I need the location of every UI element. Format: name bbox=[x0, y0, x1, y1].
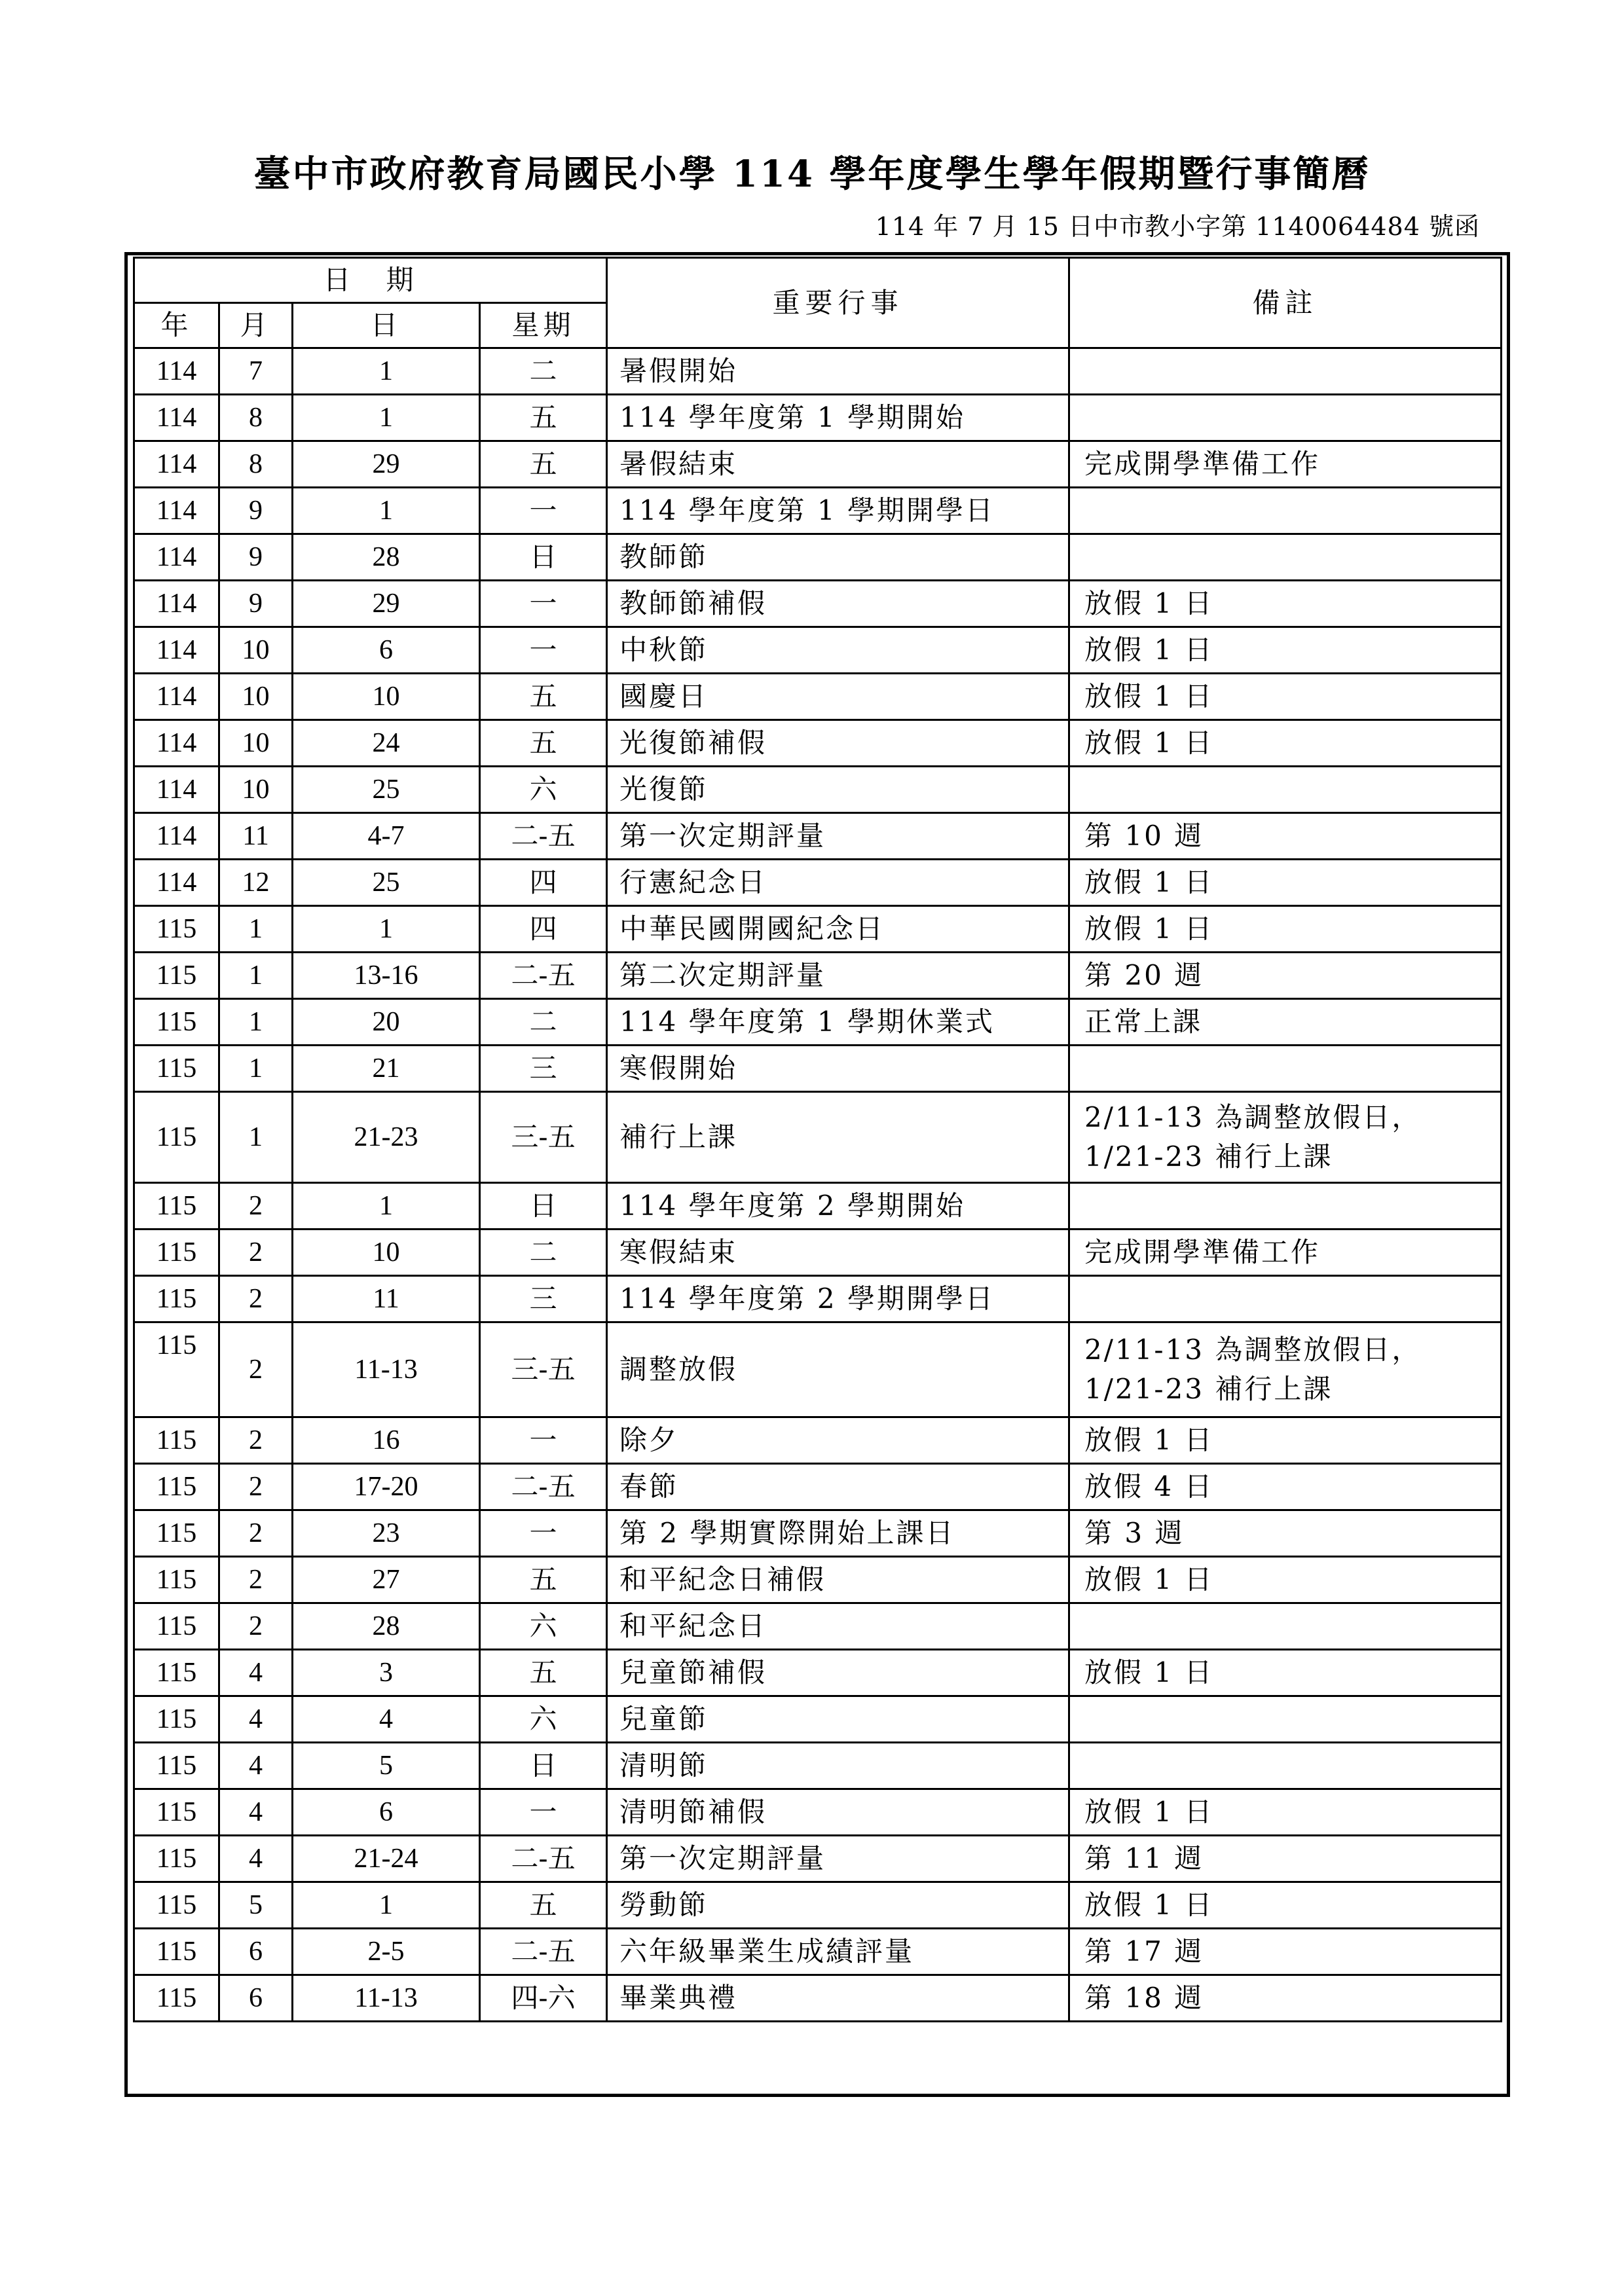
cell-note bbox=[1069, 1183, 1502, 1230]
cell-month: 4 bbox=[219, 1789, 293, 1836]
cell-year: 115 bbox=[134, 1046, 219, 1092]
cell-event: 114 學年度第 1 學期休業式 bbox=[607, 999, 1069, 1046]
cell-weekday: 一 bbox=[480, 488, 607, 534]
cell-year: 115 bbox=[134, 1975, 219, 2022]
cell-event: 中秋節 bbox=[607, 627, 1069, 674]
cell-weekday: 二-五 bbox=[480, 1929, 607, 1975]
cell-month: 2 bbox=[219, 1183, 293, 1230]
table-row bbox=[134, 1322, 1502, 1417]
cell-weekday: 一 bbox=[480, 1789, 607, 1836]
cell-month: 2 bbox=[219, 1510, 293, 1557]
cell-event: 暑假結束 bbox=[607, 441, 1069, 488]
cell-day: 10 bbox=[293, 674, 480, 720]
header-row-1 bbox=[134, 258, 1502, 303]
header-date-group: 日 期 bbox=[134, 258, 607, 303]
cell-note bbox=[1069, 534, 1502, 581]
cell-event: 暑假開始 bbox=[607, 348, 1069, 395]
cell-weekday: 二-五 bbox=[480, 953, 607, 999]
cell-month: 4 bbox=[219, 1650, 293, 1696]
header-day: 日 bbox=[293, 303, 480, 348]
cell-weekday: 五 bbox=[480, 1557, 607, 1603]
cell-month: 2 bbox=[219, 1322, 293, 1417]
cell-year: 115 bbox=[134, 1464, 219, 1510]
cell-year: 115 bbox=[134, 1322, 219, 1417]
cell-weekday: 四-六 bbox=[480, 1975, 607, 2022]
cell-year: 115 bbox=[134, 999, 219, 1046]
table-row bbox=[134, 1603, 1502, 1650]
cell-weekday: 五 bbox=[480, 720, 607, 767]
cell-day: 28 bbox=[293, 534, 480, 581]
table-row bbox=[134, 1046, 1502, 1092]
table-row bbox=[134, 1092, 1502, 1183]
cell-year: 115 bbox=[134, 1230, 219, 1276]
cell-event: 清明節 bbox=[607, 1743, 1069, 1789]
cell-event: 兒童節 bbox=[607, 1696, 1069, 1743]
cell-day: 2-5 bbox=[293, 1929, 480, 1975]
cell-note: 放假 1 日 bbox=[1069, 1789, 1502, 1836]
cell-note bbox=[1069, 1743, 1502, 1789]
cell-event: 畢業典禮 bbox=[607, 1975, 1069, 2022]
cell-month: 1 bbox=[219, 953, 293, 999]
cell-note: 2/11-13 為調整放假日，1/21-23 補行上課 bbox=[1069, 1322, 1502, 1417]
cell-month: 2 bbox=[219, 1230, 293, 1276]
table-row bbox=[134, 1696, 1502, 1743]
document-reference-number: 114 年 7 月 15 日中市教小字第 1140064484 號函 bbox=[875, 212, 1480, 241]
cell-event: 第二次定期評量 bbox=[607, 953, 1069, 999]
cell-weekday: 一 bbox=[480, 581, 607, 627]
cell-day: 1 bbox=[293, 488, 480, 534]
cell-day: 24 bbox=[293, 720, 480, 767]
cell-year: 114 bbox=[134, 534, 219, 581]
table-row bbox=[134, 1743, 1502, 1789]
cell-year: 114 bbox=[134, 860, 219, 906]
cell-weekday: 二 bbox=[480, 1230, 607, 1276]
cell-weekday: 日 bbox=[480, 534, 607, 581]
cell-event: 114 學年度第 1 學期開始 bbox=[607, 395, 1069, 441]
cell-weekday: 五 bbox=[480, 395, 607, 441]
cell-note: 放假 1 日 bbox=[1069, 1882, 1502, 1929]
document-title: 臺中市政府教育局國民小學 114 學年度學生學年假期暨行事簡曆 bbox=[253, 153, 1371, 196]
cell-year: 115 bbox=[134, 1276, 219, 1322]
cell-weekday: 四 bbox=[480, 906, 607, 953]
cell-day: 1 bbox=[293, 1183, 480, 1230]
cell-month: 9 bbox=[219, 534, 293, 581]
cell-day: 6 bbox=[293, 627, 480, 674]
cell-day: 21 bbox=[293, 1046, 480, 1092]
cell-weekday: 二 bbox=[480, 999, 607, 1046]
cell-weekday: 六 bbox=[480, 1603, 607, 1650]
cell-day: 13-16 bbox=[293, 953, 480, 999]
cell-note: 第 17 週 bbox=[1069, 1929, 1502, 1975]
table-row bbox=[134, 999, 1502, 1046]
cell-day: 20 bbox=[293, 999, 480, 1046]
cell-note bbox=[1069, 395, 1502, 441]
cell-weekday: 三 bbox=[480, 1276, 607, 1322]
cell-month: 9 bbox=[219, 488, 293, 534]
cell-year: 114 bbox=[134, 674, 219, 720]
cell-month: 1 bbox=[219, 1092, 293, 1183]
cell-month: 12 bbox=[219, 860, 293, 906]
cell-day: 1 bbox=[293, 906, 480, 953]
cell-weekday: 二-五 bbox=[480, 1464, 607, 1510]
cell-month: 1 bbox=[219, 999, 293, 1046]
cell-event: 六年級畢業生成績評量 bbox=[607, 1929, 1069, 1975]
cell-weekday: 三 bbox=[480, 1046, 607, 1092]
cell-day: 25 bbox=[293, 860, 480, 906]
table-row bbox=[134, 1510, 1502, 1557]
cell-day: 28 bbox=[293, 1603, 480, 1650]
cell-year: 115 bbox=[134, 906, 219, 953]
cell-day: 1 bbox=[293, 1882, 480, 1929]
cell-note bbox=[1069, 488, 1502, 534]
cell-month: 2 bbox=[219, 1557, 293, 1603]
table-row bbox=[134, 953, 1502, 999]
cell-event: 和平紀念日 bbox=[607, 1603, 1069, 1650]
cell-day: 27 bbox=[293, 1557, 480, 1603]
cell-day: 29 bbox=[293, 581, 480, 627]
cell-weekday: 日 bbox=[480, 1183, 607, 1230]
cell-year: 115 bbox=[134, 1929, 219, 1975]
cell-note: 放假 1 日 bbox=[1069, 906, 1502, 953]
school-calendar-table bbox=[133, 257, 1502, 2022]
cell-event: 寒假開始 bbox=[607, 1046, 1069, 1092]
table-row bbox=[134, 906, 1502, 953]
table-row bbox=[134, 813, 1502, 860]
table-row bbox=[134, 1836, 1502, 1882]
cell-weekday: 三-五 bbox=[480, 1092, 607, 1183]
cell-note: 放假 1 日 bbox=[1069, 627, 1502, 674]
cell-note: 第 20 週 bbox=[1069, 953, 1502, 999]
cell-event: 春節 bbox=[607, 1464, 1069, 1510]
cell-weekday: 六 bbox=[480, 1696, 607, 1743]
table-row bbox=[134, 488, 1502, 534]
table-row bbox=[134, 1975, 1502, 2022]
cell-day: 11 bbox=[293, 1276, 480, 1322]
cell-weekday: 一 bbox=[480, 627, 607, 674]
cell-year: 115 bbox=[134, 1836, 219, 1882]
cell-year: 114 bbox=[134, 720, 219, 767]
cell-month: 4 bbox=[219, 1836, 293, 1882]
cell-day: 5 bbox=[293, 1743, 480, 1789]
table-row bbox=[134, 534, 1502, 581]
table-row bbox=[134, 1230, 1502, 1276]
cell-event: 光復節 bbox=[607, 767, 1069, 813]
cell-day: 17-20 bbox=[293, 1464, 480, 1510]
cell-day: 3 bbox=[293, 1650, 480, 1696]
cell-weekday: 五 bbox=[480, 1650, 607, 1696]
cell-year: 114 bbox=[134, 767, 219, 813]
cell-month: 2 bbox=[219, 1603, 293, 1650]
cell-note bbox=[1069, 1696, 1502, 1743]
cell-note: 完成開學準備工作 bbox=[1069, 441, 1502, 488]
cell-note: 放假 1 日 bbox=[1069, 674, 1502, 720]
cell-event: 第一次定期評量 bbox=[607, 1836, 1069, 1882]
cell-year: 114 bbox=[134, 395, 219, 441]
table-row bbox=[134, 348, 1502, 395]
cell-year: 115 bbox=[134, 1557, 219, 1603]
cell-note: 放假 1 日 bbox=[1069, 1650, 1502, 1696]
cell-month: 6 bbox=[219, 1929, 293, 1975]
cell-weekday: 六 bbox=[480, 767, 607, 813]
table-row bbox=[134, 581, 1502, 627]
cell-day: 16 bbox=[293, 1417, 480, 1464]
header-note: 備註 bbox=[1069, 258, 1502, 348]
cell-year: 115 bbox=[134, 1882, 219, 1929]
cell-month: 11 bbox=[219, 813, 293, 860]
cell-day: 29 bbox=[293, 441, 480, 488]
cell-month: 4 bbox=[219, 1696, 293, 1743]
cell-event: 中華民國開國紀念日 bbox=[607, 906, 1069, 953]
cell-event: 第一次定期評量 bbox=[607, 813, 1069, 860]
cell-month: 2 bbox=[219, 1464, 293, 1510]
cell-month: 7 bbox=[219, 348, 293, 395]
cell-note: 放假 1 日 bbox=[1069, 581, 1502, 627]
cell-month: 1 bbox=[219, 1046, 293, 1092]
table-row bbox=[134, 1417, 1502, 1464]
table-row bbox=[134, 720, 1502, 767]
table-row bbox=[134, 1789, 1502, 1836]
cell-year: 114 bbox=[134, 813, 219, 860]
cell-day: 21-23 bbox=[293, 1092, 480, 1183]
cell-weekday: 一 bbox=[480, 1417, 607, 1464]
cell-month: 10 bbox=[219, 767, 293, 813]
cell-note: 放假 1 日 bbox=[1069, 1417, 1502, 1464]
cell-note: 放假 1 日 bbox=[1069, 860, 1502, 906]
cell-day: 23 bbox=[293, 1510, 480, 1557]
cell-note: 第 3 週 bbox=[1069, 1510, 1502, 1557]
cell-year: 115 bbox=[134, 1510, 219, 1557]
cell-event: 和平紀念日補假 bbox=[607, 1557, 1069, 1603]
cell-note: 第 11 週 bbox=[1069, 1836, 1502, 1882]
cell-year: 115 bbox=[134, 1417, 219, 1464]
cell-event: 調整放假 bbox=[607, 1322, 1069, 1417]
cell-note bbox=[1069, 348, 1502, 395]
cell-day: 6 bbox=[293, 1789, 480, 1836]
cell-year: 115 bbox=[134, 1650, 219, 1696]
cell-note: 完成開學準備工作 bbox=[1069, 1230, 1502, 1276]
cell-month: 10 bbox=[219, 674, 293, 720]
cell-year: 115 bbox=[134, 1603, 219, 1650]
cell-note bbox=[1069, 1603, 1502, 1650]
cell-event: 行憲紀念日 bbox=[607, 860, 1069, 906]
header-weekday: 星期 bbox=[480, 303, 607, 348]
cell-event: 國慶日 bbox=[607, 674, 1069, 720]
cell-event: 教師節 bbox=[607, 534, 1069, 581]
cell-weekday: 二-五 bbox=[480, 813, 607, 860]
cell-weekday: 五 bbox=[480, 1882, 607, 1929]
cell-year: 114 bbox=[134, 581, 219, 627]
cell-year: 115 bbox=[134, 1092, 219, 1183]
cell-month: 8 bbox=[219, 395, 293, 441]
header-year: 年 bbox=[134, 303, 219, 348]
cell-year: 115 bbox=[134, 1696, 219, 1743]
cell-day: 11-13 bbox=[293, 1975, 480, 2022]
cell-year: 115 bbox=[134, 953, 219, 999]
cell-event: 114 學年度第 2 學期開始 bbox=[607, 1183, 1069, 1230]
cell-day: 21-24 bbox=[293, 1836, 480, 1882]
cell-note bbox=[1069, 1276, 1502, 1322]
cell-month: 5 bbox=[219, 1882, 293, 1929]
cell-note: 放假 1 日 bbox=[1069, 1557, 1502, 1603]
table-row bbox=[134, 1929, 1502, 1975]
table-row bbox=[134, 1882, 1502, 1929]
cell-day: 4 bbox=[293, 1696, 480, 1743]
cell-note: 第 10 週 bbox=[1069, 813, 1502, 860]
cell-month: 4 bbox=[219, 1743, 293, 1789]
table-row bbox=[134, 767, 1502, 813]
table-row bbox=[134, 1650, 1502, 1696]
cell-weekday: 日 bbox=[480, 1743, 607, 1789]
cell-note: 第 18 週 bbox=[1069, 1975, 1502, 2022]
cell-month: 8 bbox=[219, 441, 293, 488]
cell-year: 115 bbox=[134, 1743, 219, 1789]
table-row bbox=[134, 1464, 1502, 1510]
cell-weekday: 二-五 bbox=[480, 1836, 607, 1882]
cell-year: 114 bbox=[134, 488, 219, 534]
cell-note bbox=[1069, 767, 1502, 813]
cell-month: 6 bbox=[219, 1975, 293, 2022]
cell-weekday: 二 bbox=[480, 348, 607, 395]
cell-month: 9 bbox=[219, 581, 293, 627]
cell-event: 寒假結束 bbox=[607, 1230, 1069, 1276]
cell-weekday: 四 bbox=[480, 860, 607, 906]
table-row bbox=[134, 1557, 1502, 1603]
cell-year: 114 bbox=[134, 348, 219, 395]
cell-event: 教師節補假 bbox=[607, 581, 1069, 627]
table-row bbox=[134, 395, 1502, 441]
header-event: 重要行事 bbox=[607, 258, 1069, 348]
table-row bbox=[134, 860, 1502, 906]
cell-event: 第 2 學期實際開始上課日 bbox=[607, 1510, 1069, 1557]
cell-event: 清明節補假 bbox=[607, 1789, 1069, 1836]
cell-day: 25 bbox=[293, 767, 480, 813]
cell-month: 10 bbox=[219, 720, 293, 767]
cell-day: 11-13 bbox=[293, 1322, 480, 1417]
cell-event: 114 學年度第 2 學期開學日 bbox=[607, 1276, 1069, 1322]
cell-year: 115 bbox=[134, 1183, 219, 1230]
cell-day: 4-7 bbox=[293, 813, 480, 860]
cell-event: 勞動節 bbox=[607, 1882, 1069, 1929]
cell-note bbox=[1069, 1046, 1502, 1092]
cell-weekday: 三-五 bbox=[480, 1322, 607, 1417]
cell-month: 1 bbox=[219, 906, 293, 953]
cell-month: 2 bbox=[219, 1417, 293, 1464]
cell-event: 光復節補假 bbox=[607, 720, 1069, 767]
cell-note: 正常上課 bbox=[1069, 999, 1502, 1046]
table-row bbox=[134, 441, 1502, 488]
cell-note: 放假 1 日 bbox=[1069, 720, 1502, 767]
cell-day: 1 bbox=[293, 348, 480, 395]
header-month: 月 bbox=[219, 303, 293, 348]
cell-weekday: 一 bbox=[480, 1510, 607, 1557]
cell-day: 10 bbox=[293, 1230, 480, 1276]
table-row bbox=[134, 627, 1502, 674]
cell-month: 2 bbox=[219, 1276, 293, 1322]
cell-month: 10 bbox=[219, 627, 293, 674]
cell-event: 補行上課 bbox=[607, 1092, 1069, 1183]
cell-weekday: 五 bbox=[480, 674, 607, 720]
cell-event: 除夕 bbox=[607, 1417, 1069, 1464]
cell-year: 114 bbox=[134, 627, 219, 674]
cell-weekday: 五 bbox=[480, 441, 607, 488]
table-row bbox=[134, 1183, 1502, 1230]
cell-note: 放假 4 日 bbox=[1069, 1464, 1502, 1510]
cell-note: 2/11-13 為調整放假日，1/21-23 補行上課 bbox=[1069, 1092, 1502, 1183]
cell-day: 1 bbox=[293, 395, 480, 441]
table-row bbox=[134, 674, 1502, 720]
cell-event: 兒童節補假 bbox=[607, 1650, 1069, 1696]
cell-year: 115 bbox=[134, 1789, 219, 1836]
cell-event: 114 學年度第 1 學期開學日 bbox=[607, 488, 1069, 534]
table-row bbox=[134, 1276, 1502, 1322]
cell-year: 114 bbox=[134, 441, 219, 488]
